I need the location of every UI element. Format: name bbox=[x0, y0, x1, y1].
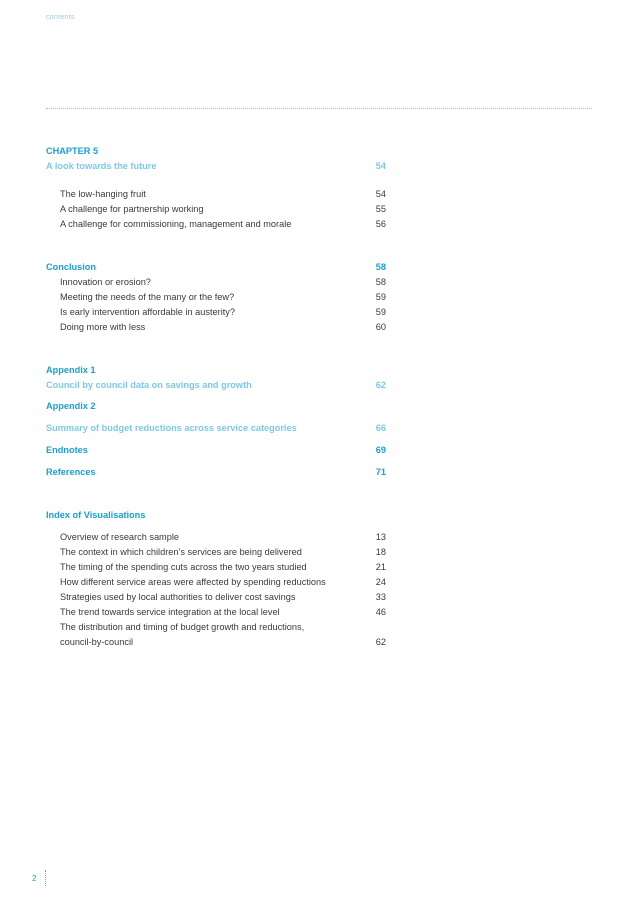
toc-entry-page: 54 bbox=[375, 189, 386, 199]
toc-entry[interactable] bbox=[46, 605, 386, 620]
references-row[interactable] bbox=[46, 465, 386, 480]
toc-entry-page: 62 bbox=[375, 637, 386, 647]
toc-entry[interactable] bbox=[46, 202, 386, 217]
toc-entry-page: 59 bbox=[375, 307, 386, 317]
chapter5-heading: CHAPTER 5 bbox=[46, 146, 99, 156]
appendix1-heading: Appendix 1 bbox=[46, 365, 96, 375]
toc-entry[interactable] bbox=[46, 530, 386, 545]
appendix1-title-row[interactable] bbox=[46, 378, 386, 393]
index-title-row bbox=[46, 508, 386, 523]
toc-entry-page: 18 bbox=[375, 547, 386, 557]
references-title[interactable]: References bbox=[46, 467, 96, 477]
references-page: 71 bbox=[375, 467, 386, 477]
toc-entry-page: 33 bbox=[375, 592, 386, 602]
conclusion-page: 58 bbox=[375, 262, 386, 272]
dotted-divider bbox=[46, 108, 592, 109]
toc-entry-page: 13 bbox=[375, 532, 386, 542]
appendix2-title[interactable]: Summary of budget reductions across service categories bbox=[46, 423, 297, 433]
appendix2-heading-row bbox=[46, 399, 386, 414]
conclusion-title[interactable]: Conclusion bbox=[46, 262, 97, 272]
endnotes-title[interactable]: Endnotes bbox=[46, 445, 88, 455]
toc-entry[interactable] bbox=[46, 560, 386, 575]
toc-entry-page: 55 bbox=[375, 204, 386, 214]
running-head: contents bbox=[46, 14, 75, 21]
chapter5-page: 54 bbox=[375, 161, 386, 171]
toc-entry-page: 21 bbox=[375, 562, 386, 572]
toc-entry-label[interactable]: Strategies used by local authorities to deliver cost savings bbox=[60, 592, 296, 602]
toc-entry-label[interactable]: council-by-council bbox=[60, 637, 134, 647]
page-number-divider bbox=[45, 870, 46, 886]
appendix2-heading: Appendix 2 bbox=[46, 401, 96, 411]
toc-entry-label[interactable]: The context in which children’s services are being delivered bbox=[60, 547, 302, 557]
toc-entry-label[interactable]: A challenge for commissioning, management and morale bbox=[60, 219, 292, 229]
toc-entry-page: 60 bbox=[375, 322, 386, 332]
toc-entry-label[interactable]: Meeting the needs of the many or the few? bbox=[60, 292, 235, 302]
toc-entry-page: 24 bbox=[375, 577, 386, 587]
chapter5-heading-row bbox=[46, 144, 386, 159]
toc-entry-label[interactable]: Doing more with less bbox=[60, 322, 146, 332]
toc-entry[interactable] bbox=[46, 590, 386, 605]
toc-entry[interactable] bbox=[46, 635, 386, 650]
toc-entry-label[interactable]: A challenge for partnership working bbox=[60, 204, 204, 214]
toc-entry[interactable] bbox=[46, 575, 386, 590]
appendix1-title[interactable]: Council by council data on savings and growth bbox=[46, 380, 252, 390]
toc-entry-page: 46 bbox=[375, 607, 386, 617]
appendix1-page: 62 bbox=[375, 380, 386, 390]
toc-entry-label[interactable]: The low-hanging fruit bbox=[60, 189, 146, 199]
toc-entry-label[interactable]: How different service areas were affected by spending reductions bbox=[60, 577, 326, 587]
conclusion-title-row[interactable] bbox=[46, 260, 386, 275]
table-of-contents bbox=[46, 144, 386, 650]
toc-entry-label[interactable]: Overview of research sample bbox=[60, 532, 179, 542]
chapter5-title-row[interactable] bbox=[46, 159, 386, 174]
toc-entry-page: 59 bbox=[375, 292, 386, 302]
appendix2-page: 66 bbox=[375, 423, 386, 433]
toc-entry-label[interactable]: The trend towards service integration at the local level bbox=[60, 607, 280, 617]
toc-entry[interactable] bbox=[46, 187, 386, 202]
toc-entry-page: 58 bbox=[375, 277, 386, 287]
page-number: 2 bbox=[32, 874, 37, 883]
toc-entry[interactable] bbox=[46, 545, 386, 560]
toc-entry-label[interactable]: Is early intervention affordable in austerity? bbox=[60, 307, 236, 317]
endnotes-page: 69 bbox=[375, 445, 386, 455]
appendix1-heading-row bbox=[46, 363, 386, 378]
index-title: Index of Visualisations bbox=[46, 510, 146, 520]
endnotes-row[interactable] bbox=[46, 443, 386, 458]
chapter5-title[interactable]: A look towards the future bbox=[46, 161, 157, 171]
toc-entry[interactable] bbox=[46, 290, 386, 305]
toc-entry-label[interactable]: Innovation or erosion? bbox=[60, 277, 151, 287]
toc-entry-label[interactable]: The distribution and timing of budget growth and reductions, bbox=[60, 622, 305, 632]
toc-entry-page: 56 bbox=[375, 219, 386, 229]
toc-entry-label[interactable]: The timing of the spending cuts across the two years studied bbox=[60, 562, 307, 572]
appendix2-title-row[interactable] bbox=[46, 421, 386, 436]
toc-entry[interactable] bbox=[46, 320, 386, 335]
toc-entry[interactable] bbox=[46, 305, 386, 320]
toc-entry[interactable] bbox=[46, 275, 386, 290]
toc-entry[interactable] bbox=[46, 620, 386, 635]
toc-entry[interactable] bbox=[46, 217, 386, 232]
